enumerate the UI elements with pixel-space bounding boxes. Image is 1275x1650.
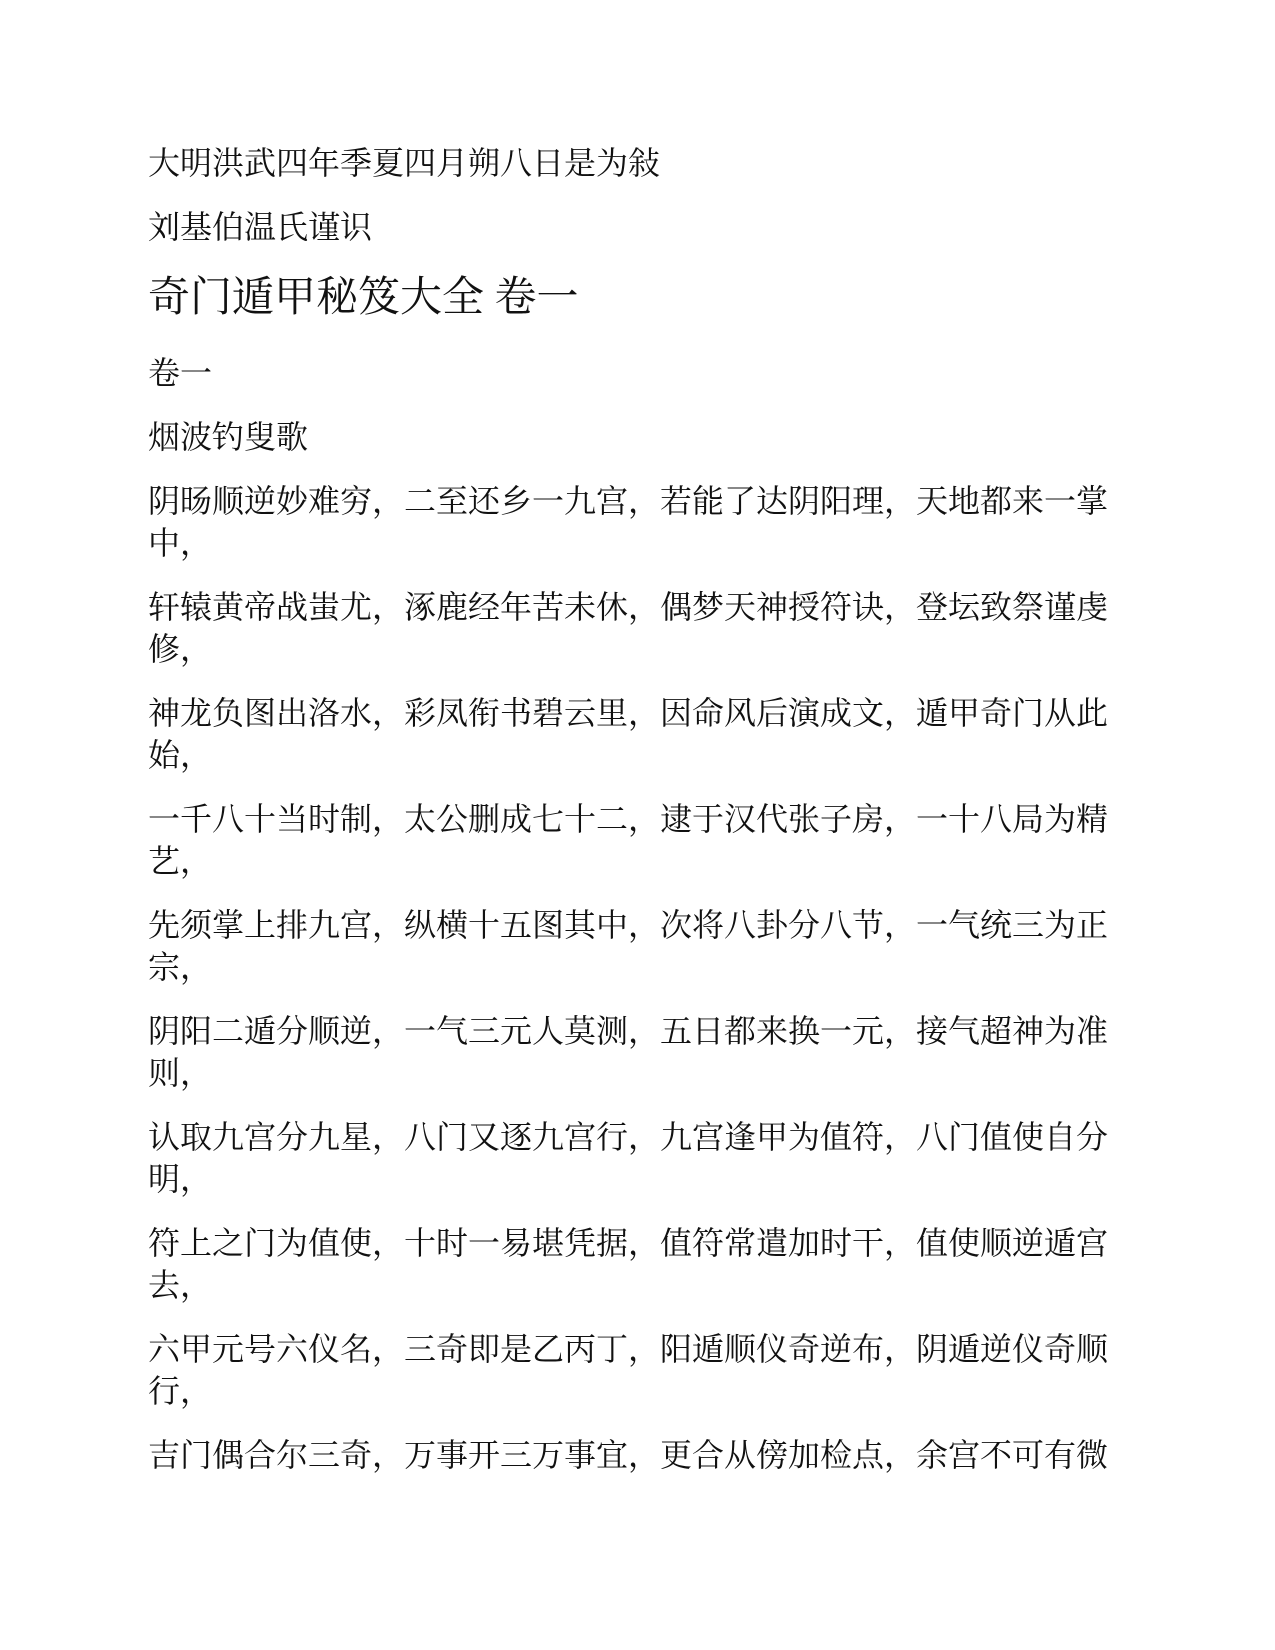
poem-verses: [148, 480, 1130, 1476]
poem-verse-line: 吉门偶合尔三奇，万事开三万事宜，更合从傍加检点，余宫不可有微: [148, 1437, 1109, 1473]
preamble-date-line: 大明洪武四年季夏四月朔八日是为敍: [148, 145, 661, 181]
poem-verse-line: 认取九宫分九星，八门又逐九宫行，九宫逢甲为值符，八门值使自分明，: [148, 1119, 1109, 1197]
poem-title: 烟波钓叟歌: [148, 419, 309, 455]
poem-verse-line: 符上之门为值使，十时一易堪凭据，值符常遣加时干，值使顺逆遁宫去，: [148, 1225, 1109, 1303]
poem-verse-line: 轩辕黄帝战蚩尤，涿鹿经年苦未休，偶梦天神授符诀，登坛致祭谨虔修，: [148, 589, 1109, 667]
poem-verse-line: 阴阳二遁分顺逆，一气三元人莫测，五日都来换一元，接气超神为准则，: [148, 1013, 1109, 1091]
poem-verse-line: 先须掌上排九宫，纵横十五图其中，次将八卦分八节，一气统三为正宗，: [148, 907, 1109, 985]
document-page: [148, 0, 1130, 1498]
preamble-author-line: 刘基伯温氏谨识: [148, 209, 373, 245]
poem-verse-line: 神龙负图出洛水，彩凤衔书碧云里，因命风后演成文，遁甲奇门从此始，: [148, 695, 1109, 773]
document-title: 奇门遁甲秘笈大全 卷一: [148, 275, 579, 321]
poem-verse-line: 六甲元号六仪名，三奇即是乙丙丁，阳遁顺仪奇逆布，阴遁逆仪奇顺行，: [148, 1331, 1109, 1409]
section-heading: 卷一: [148, 355, 213, 391]
poem-verse-line: 一千八十当时制，太公删成七十二，逮于汉代张子房，一十八局为精艺，: [148, 801, 1109, 879]
poem-verse-line: 阴旸顺逆妙难穷，二至还乡一九宫，若能了达阴阳理，天地都来一掌中，: [148, 483, 1109, 561]
